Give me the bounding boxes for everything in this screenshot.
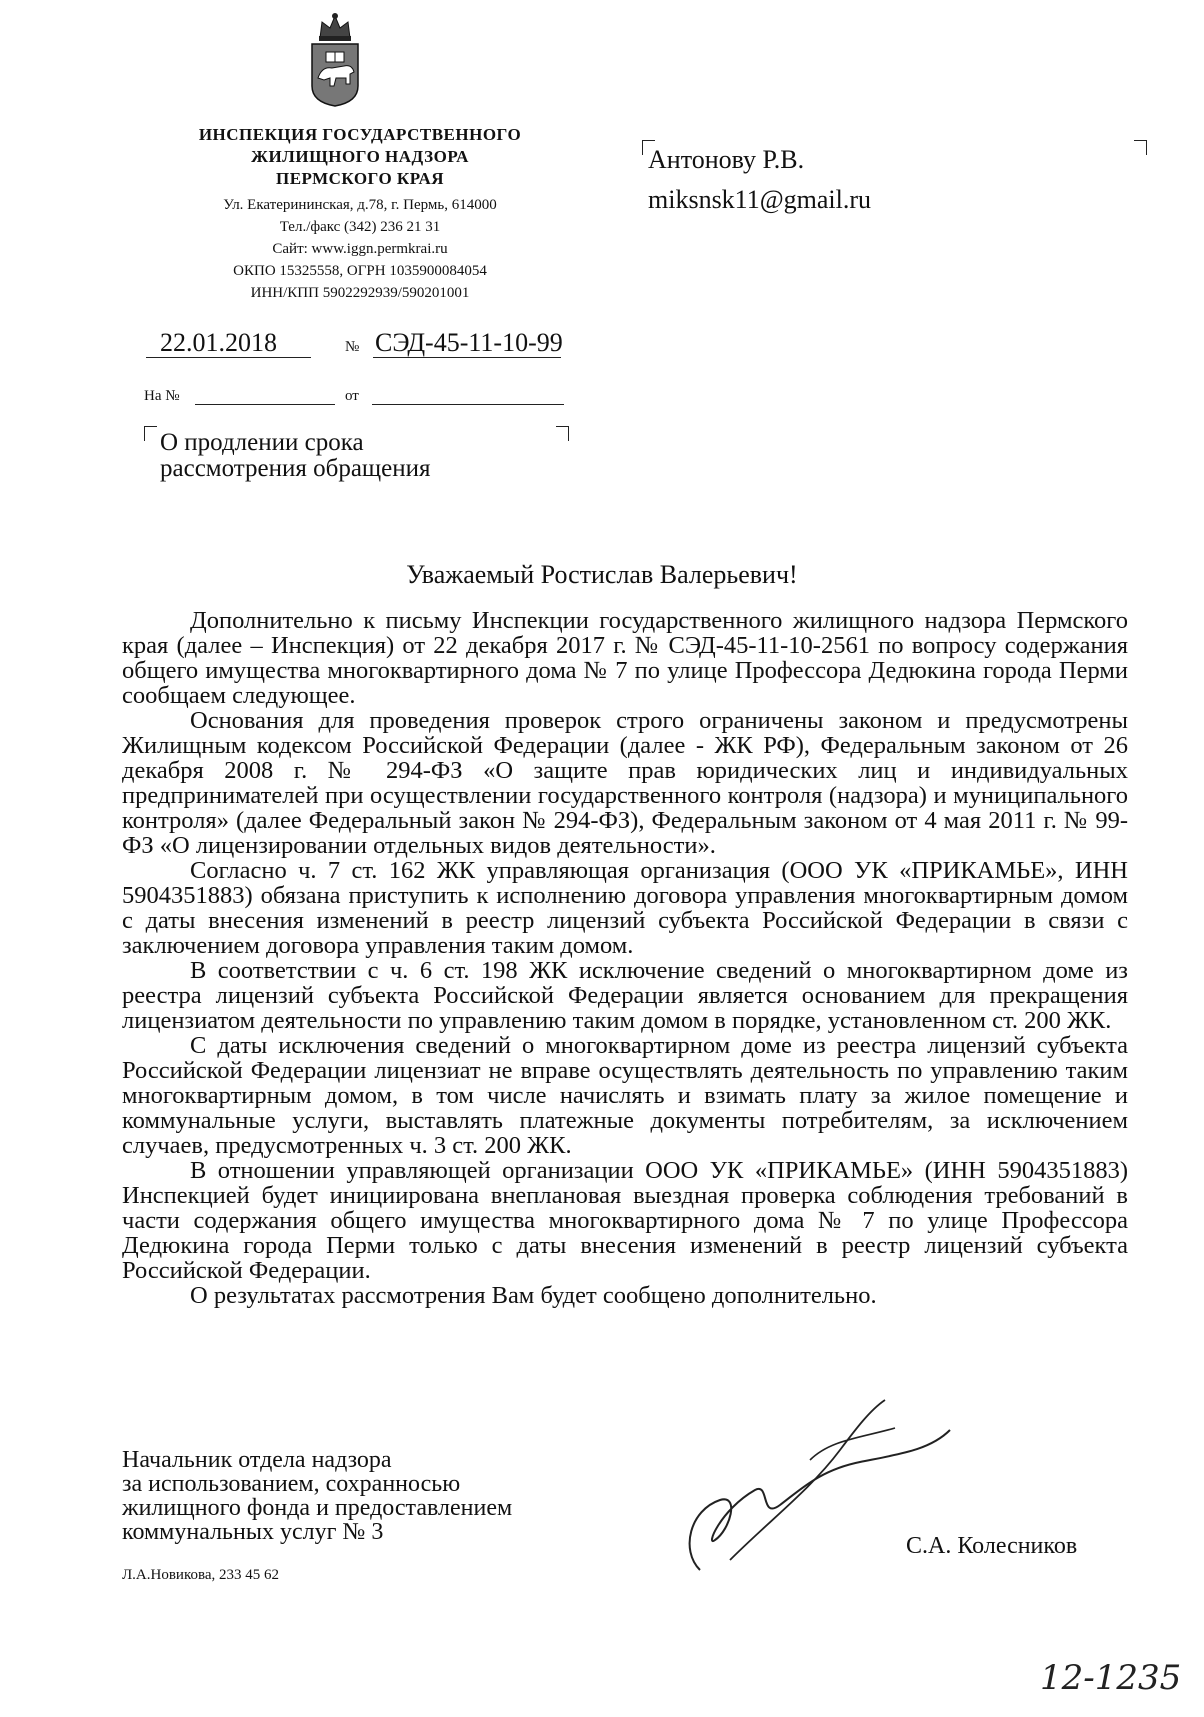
subject-corner-left	[144, 426, 157, 441]
sender-okpo-ogrn: ОКПО 15325558, ОГРН 1035900084054	[233, 263, 487, 279]
signatory-title-line-1: Начальник отдела надзора	[122, 1447, 392, 1473]
sender-inn-kpp: ИНН/КПП 5902292939/590201001	[250, 285, 470, 301]
registration-number-underline	[373, 357, 561, 358]
recipient-name: Антонову Р.В.	[648, 145, 805, 174]
reply-to-date-label: от	[345, 388, 359, 404]
coat-of-arms-emblem	[300, 8, 370, 108]
letter-body	[122, 608, 1128, 1308]
sender-phone: Тел./факс (342) 236 21 31	[279, 219, 441, 235]
sender-address: Ул. Екатерининская, д.78, г. Пермь, 614000	[223, 197, 497, 213]
sender-org-line-2: ЖИЛИЩНОГО НАДЗОРА	[251, 147, 469, 166]
signatory-title-line-3: жилищного фонда и предоставлением	[122, 1495, 513, 1521]
subject-line-1: О продлении срока	[160, 429, 364, 456]
subject-corner-right	[556, 426, 569, 441]
signatory-title	[122, 1448, 512, 1544]
signatory-title-line-4: коммунальных услуг № 3	[122, 1519, 384, 1545]
handwritten-signature	[660, 1390, 960, 1590]
sender-org-line-1: ИНСПЕКЦИЯ ГОСУДАРСТВЕННОГО	[198, 125, 522, 144]
sender-org-line-3: ПЕРМСКОГО КРАЯ	[275, 169, 445, 188]
sender-website: Сайт: www.iggn.permkrai.ru	[272, 241, 448, 257]
signatory-name: С.А. Колесников	[906, 1533, 1078, 1559]
recipient-corner-right	[1134, 140, 1147, 155]
reply-to-number-line	[195, 404, 335, 405]
registration-date: 22.01.2018	[160, 328, 277, 357]
reply-to-number-label: На №	[144, 388, 180, 404]
executor-contact: Л.А.Новикова, 233 45 62	[122, 1567, 280, 1583]
body-paragraph-3: Согласно ч. 7 ст. 162 ЖК управляющая организация (ООО УК «ПРИКАМЬЕ», ИНН 5904351883) обязана приступить к исполнению договора управления многоквартирным домом с даты внесения изменений в реестр лицензий субъекта Российской Федерации в связи с заключением договора управления таким домом.	[122, 857, 1128, 959]
reply-to-date-line	[372, 404, 564, 405]
registration-number-sign: №	[345, 339, 360, 355]
handwritten-registration-note: 12-1235	[1040, 1658, 1182, 1698]
registration-number: СЭД-45-11-10-99	[375, 328, 563, 357]
body-paragraph-6: В отношении управляющей организации ООО УК «ПРИКАМЬЕ» (ИНН 5904351883) Инспекцией будет инициирована внеплановая выездная проверка соблюдения требований в части содержания общего имущества многоквартирного дома № 7 по улице Профессора Дедюкина города Перми только с даты внесения изменений в реестр лицензий субъекта Российской Федерации.	[122, 1157, 1128, 1284]
body-paragraph-4: В соответствии с ч. 6 ст. 198 ЖК исключение сведений о многоквартирном доме из реестра лицензий субъекта Российской Федерации является основанием для прекращения лицензиатом деятельности по управлению таким домом в порядке, установленном ст. 200 ЖК.	[122, 957, 1128, 1034]
subject	[160, 430, 431, 482]
body-paragraph-1: Дополнительно к письму Инспекции государственного жилищного надзора Пермского края (далее – Инспекция) от 22 декабря 2017 г. № СЭД-45-11-10-2561 по вопросу содержания общего имущества многоквартирного дома № 7 по улице Профессора Дедюкина города Перми сообщаем следующее.	[122, 607, 1128, 709]
signatory-title-line-2: за использованием, сохранносью	[122, 1471, 461, 1497]
greeting: Уважаемый Ростислав Валерьевич!	[406, 560, 798, 589]
body-paragraph-5: С даты исключения сведений о многоквартирном доме из реестра лицензий субъекта Российской Федерации лицензиат не вправе осуществлять деятельность по управлению таким многоквартирным домом, в том числе начислять и взимать плату за жилое помещение и коммунальные услуги, выставлять платежные документы потребителям, за исключением случаев, предусмотренных ч. 3 ст. 200 ЖК.	[122, 1032, 1128, 1159]
registration-date-underline	[146, 357, 311, 358]
subject-line-2: рассмотрения обращения	[160, 455, 431, 482]
body-paragraph-2: Основания для проведения проверок строго ограничены законом и предусмотрены Жилищным кодексом Российской Федерации (далее - ЖК РФ), Федеральным законом от 26 декабря 2008 г. № 294-ФЗ «О защите прав юридических лиц и индивидуальных предпринимателей при осуществлении государственного контроля (надзора) и муниципального контроля» (далее Федеральный закон № 294-ФЗ), Федеральным законом от 4 мая 2011 г. № 99-ФЗ «О лицензировании отдельных видов деятельности».	[122, 707, 1128, 859]
body-paragraph-7: О результатах рассмотрения Вам будет сообщено дополнительно.	[190, 1282, 877, 1309]
recipient-email: miksnsk11@gmail.ru	[648, 185, 872, 214]
